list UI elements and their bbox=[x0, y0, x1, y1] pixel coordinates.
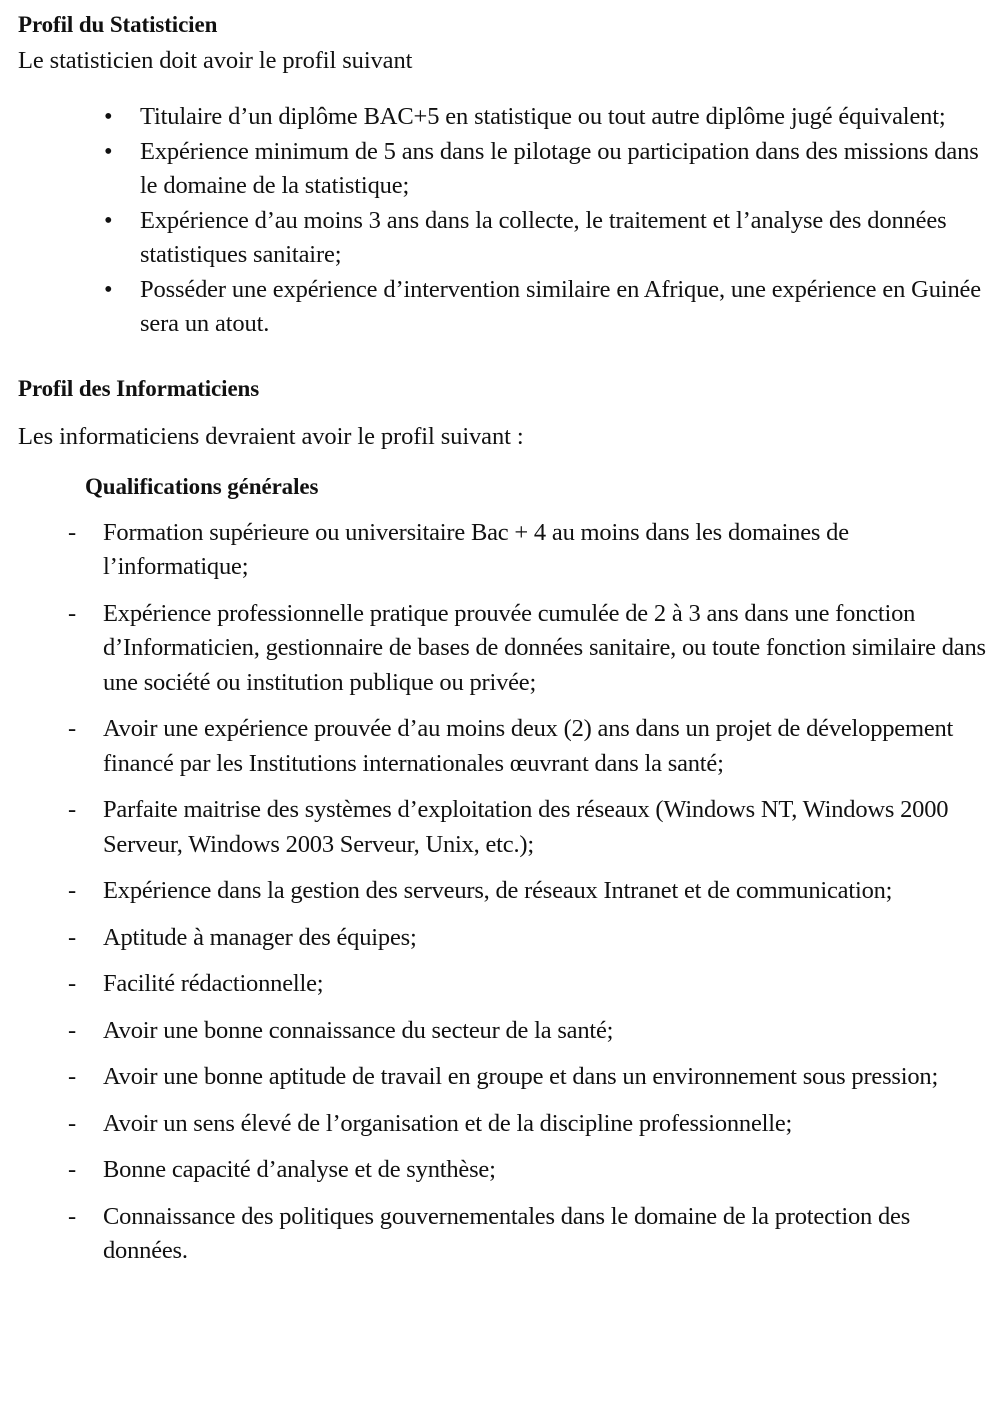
list-item-text: Expérience professionnelle pratique prouvée cumulée de 2 à 3 ans dans une fonction d’Informaticien, gestionnaire de bases de données sanitaire, ou toute fonction similaire dans une société ou institution publique ou privée; bbox=[103, 599, 986, 696]
list-item-text: Expérience dans la gestion des serveurs, de réseaux Intranet et de communication; bbox=[103, 877, 893, 904]
list-item bbox=[18, 516, 990, 585]
list-item bbox=[18, 793, 990, 862]
list-item bbox=[18, 874, 990, 909]
list-item bbox=[18, 967, 990, 1002]
list-item-text: Formation supérieure ou universitaire Bac + 4 au moins dans les domaines de l’informatique; bbox=[103, 518, 849, 580]
dash-marker-icon: - bbox=[68, 1063, 76, 1090]
list-item-text: Avoir une expérience prouvée d’au moins deux (2) ans dans un projet de développement financé par les Institutions internationales œuvrant dans la santé; bbox=[103, 715, 954, 777]
list-item-text: Expérience d’au moins 3 ans dans la collecte, le traitement et l’analyse des données statistiques sanitaire; bbox=[140, 206, 947, 268]
list-item bbox=[18, 1200, 990, 1269]
dash-marker-icon: - bbox=[68, 970, 76, 997]
dash-marker-icon: - bbox=[68, 1016, 76, 1044]
bullet-marker-icon: • bbox=[104, 275, 113, 303]
list-item bbox=[18, 921, 990, 956]
list-item bbox=[18, 1014, 990, 1049]
informaticiens-qualifications-list bbox=[18, 516, 990, 1269]
statistician-intro-text: Le statisticien doit avoir le profil suivant bbox=[18, 47, 413, 74]
informaticiens-section-heading: Profil des Informaticiens bbox=[18, 375, 260, 401]
dash-marker-icon: - bbox=[68, 796, 76, 823]
list-item bbox=[18, 1060, 990, 1095]
list-item-text: Avoir une bonne connaissance du secteur de la santé; bbox=[103, 1016, 614, 1044]
list-item-text: Posséder une expérience d’intervention similaire en Afrique, une expérience en Guinée sera un atout. bbox=[140, 275, 982, 337]
list-item-text: Bonne capacité d’analyse et de synthèse; bbox=[103, 1156, 496, 1183]
list-item bbox=[18, 100, 990, 135]
list-item bbox=[18, 712, 990, 781]
list-item-text: Avoir un sens élevé de l’organisation et de la discipline professionnelle; bbox=[103, 1109, 793, 1137]
list-item-text: Aptitude à manager des équipes; bbox=[103, 923, 417, 951]
list-item-text: Avoir une bonne aptitude de travail en groupe et dans un environnement sous pression; bbox=[103, 1063, 939, 1090]
list-item bbox=[18, 1107, 990, 1142]
list-item-text: Facilité rédactionnelle; bbox=[103, 970, 324, 997]
list-item-text: Parfaite maitrise des systèmes d’exploitation des réseaux (Windows NT, Windows 2000 Serveur, Windows 2003 Serveur, Unix, etc.); bbox=[103, 796, 949, 858]
dash-marker-icon: - bbox=[68, 599, 76, 627]
statistician-section-heading: Profil du Statisticien bbox=[18, 12, 218, 37]
statistician-requirements-list bbox=[18, 100, 990, 342]
bullet-marker-icon: • bbox=[104, 206, 113, 234]
dash-marker-icon: - bbox=[68, 1109, 76, 1137]
list-item bbox=[18, 1153, 990, 1188]
list-item bbox=[18, 597, 990, 701]
dash-marker-icon: - bbox=[68, 1156, 76, 1183]
dash-marker-icon: - bbox=[68, 715, 76, 742]
dash-marker-icon: - bbox=[68, 923, 76, 951]
bullet-marker-icon: • bbox=[104, 137, 113, 165]
dash-marker-icon: - bbox=[68, 877, 76, 904]
qualifications-sub-heading: Qualifications générales bbox=[85, 473, 319, 499]
dash-marker-icon: - bbox=[68, 518, 76, 546]
section-spacer bbox=[18, 342, 990, 350]
list-item bbox=[18, 135, 990, 204]
list-item bbox=[18, 273, 990, 342]
informaticiens-intro-text: Les informaticiens devraient avoir le profil suivant : bbox=[18, 422, 524, 450]
list-item bbox=[18, 204, 990, 273]
bullet-marker-icon: • bbox=[104, 103, 113, 130]
list-item-text: Connaissance des politiques gouvernementales dans le domaine de la protection des données. bbox=[103, 1202, 911, 1264]
dash-marker-icon: - bbox=[68, 1202, 76, 1230]
list-item-text: Titulaire d’un diplôme BAC+5 en statistique ou tout autre diplôme jugé équivalent; bbox=[140, 103, 946, 130]
list-item-text: Expérience minimum de 5 ans dans le pilotage ou participation dans des missions dans le domaine de la statistique; bbox=[140, 137, 979, 199]
